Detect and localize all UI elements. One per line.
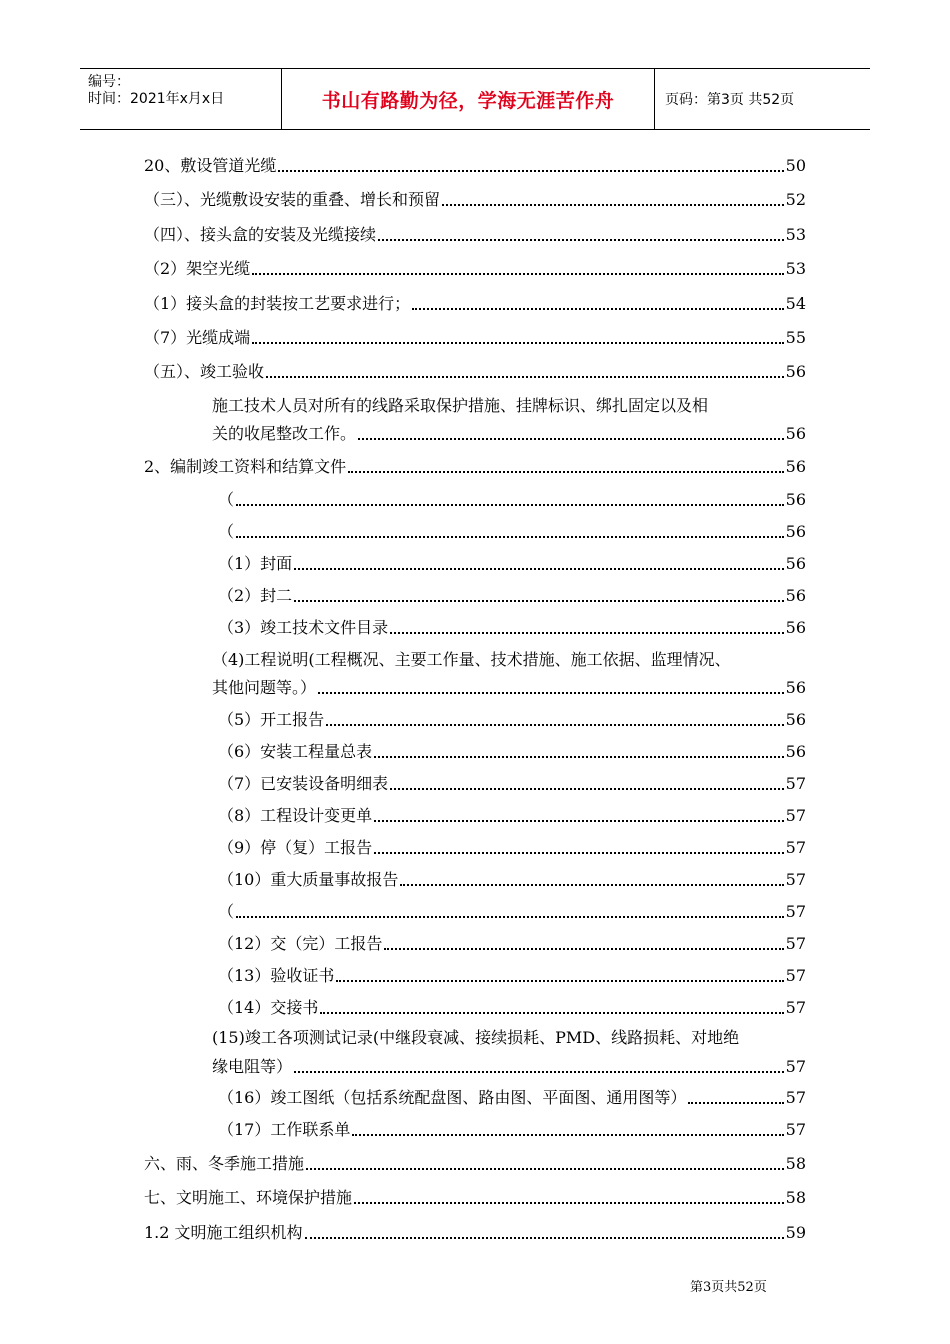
dot-leader — [390, 631, 783, 634]
toc-entry[interactable]: （2）封二 56 — [218, 586, 806, 605]
toc-entry[interactable]: 六、雨、冬季施工措施 58 — [144, 1154, 806, 1173]
toc-entry[interactable]: （13）验收证书 57 — [218, 966, 806, 985]
dot-leader — [236, 915, 784, 918]
header-page-info — [655, 69, 870, 129]
dot-leader — [352, 1133, 783, 1136]
toc-entry[interactable]: （5）开工报告 56 — [218, 710, 806, 729]
dot-leader — [266, 375, 784, 378]
toc-entry[interactable]: （8）工程设计变更单 57 — [218, 806, 806, 825]
toc-entry[interactable]: （三）、光缆敷设安装的重叠、增长和预留 52 — [144, 190, 806, 209]
number-label: 编号： — [88, 74, 130, 90]
toc-entry-line1: (15)竣工各项测试记录(中继段衰减、接续损耗、PMD、线路损耗、对地绝 — [212, 1028, 740, 1047]
dot-leader — [326, 723, 783, 726]
dot-leader — [306, 1167, 784, 1170]
dot-leader — [236, 535, 784, 538]
dot-leader — [390, 787, 783, 790]
toc-entry[interactable]: （五）、竣工验收 56 — [144, 362, 806, 381]
dot-leader — [400, 883, 783, 886]
dot-leader — [294, 1070, 784, 1073]
dot-leader — [294, 567, 783, 570]
toc-entry[interactable]: （16）竣工图纸（包括系统配盘图、路由图、平面图、通用图等） 57 — [218, 1088, 806, 1107]
dot-leader — [374, 819, 783, 822]
dot-leader — [442, 203, 784, 206]
toc-entry[interactable]: （9）停（复）工报告 57 — [218, 838, 806, 857]
toc-entry[interactable]: （ 57 — [218, 902, 806, 921]
dot-leader — [252, 272, 783, 275]
toc-entry[interactable]: （四）、接头盒的安装及光缆接续 53 — [144, 225, 806, 244]
toc-entry[interactable]: 缘电阻等） 57 — [212, 1057, 806, 1076]
toc-entry[interactable]: （1）接头盒的封装按工艺要求进行； 54 — [144, 294, 806, 313]
toc-entry[interactable]: 关的收尾整改工作。 56 — [212, 424, 806, 443]
toc-entry[interactable]: （7）已安装设备明细表 57 — [218, 774, 806, 793]
dot-leader — [374, 851, 783, 854]
dot-leader — [252, 341, 783, 344]
header-motto: 书山有路勤为径，学海无涯苦作舟 — [282, 69, 655, 129]
toc-entry[interactable]: 七、文明施工、环境保护措施 58 — [144, 1188, 806, 1207]
header-meta — [80, 69, 282, 129]
toc-entry[interactable]: （7）光缆成端 55 — [144, 328, 806, 347]
toc-entry[interactable]: （12）交（完）工报告 57 — [218, 934, 806, 953]
toc-entry-line1: （4)工程说明(工程概况、主要工作量、技术措施、施工依据、监理情况、 — [212, 650, 731, 669]
toc-entry[interactable]: 其他问题等。） 56 — [212, 678, 806, 697]
toc-entry-line1: 施工技术人员对所有的线路采取保护措施、挂牌标识、绑扎固定以及相 — [212, 396, 709, 415]
toc-entry[interactable]: （10）重大质量事故报告 57 — [218, 870, 806, 889]
dot-leader — [374, 755, 783, 758]
dot-leader — [318, 691, 784, 694]
toc-entry[interactable]: （3）竣工技术文件目录 56 — [218, 618, 806, 637]
toc-entry[interactable]: （17）工作联系单 57 — [218, 1120, 806, 1139]
dot-leader — [278, 169, 783, 172]
toc-entry[interactable]: 1.2 文明施工组织机构 59 — [144, 1223, 806, 1242]
dot-leader — [336, 979, 783, 982]
dot-leader — [688, 1101, 783, 1104]
page-header — [80, 68, 870, 130]
toc-entry[interactable]: （2）架空光缆 53 — [144, 259, 806, 278]
toc-entry[interactable]: （6）安装工程量总表 56 — [218, 742, 806, 761]
dot-leader — [305, 1236, 784, 1239]
dot-leader — [412, 307, 783, 310]
dot-leader — [354, 1201, 784, 1204]
dot-leader — [378, 238, 784, 241]
toc-entry[interactable]: （1）封面 56 — [218, 554, 806, 573]
dot-leader — [384, 947, 783, 950]
toc-entry[interactable]: （14）交接书 57 — [218, 998, 806, 1017]
toc-entry[interactable]: （ 56 — [218, 522, 806, 541]
toc-entry[interactable]: （ 56 — [218, 490, 806, 509]
dot-leader — [236, 503, 784, 506]
dot-leader — [358, 437, 784, 440]
page-footer: 第3页共52页 — [690, 1280, 767, 1295]
dot-leader — [348, 470, 783, 473]
dot-leader — [320, 1011, 783, 1014]
page-info-text: 页码：第3页 共52页 — [665, 92, 795, 108]
dot-leader — [294, 599, 783, 602]
toc-entry[interactable]: 2、编制竣工资料和结算文件 56 — [144, 457, 806, 476]
toc-entry[interactable]: 20、敷设管道光缆 50 — [144, 156, 806, 175]
date-label: 时间：2021年x月x日 — [88, 91, 225, 107]
